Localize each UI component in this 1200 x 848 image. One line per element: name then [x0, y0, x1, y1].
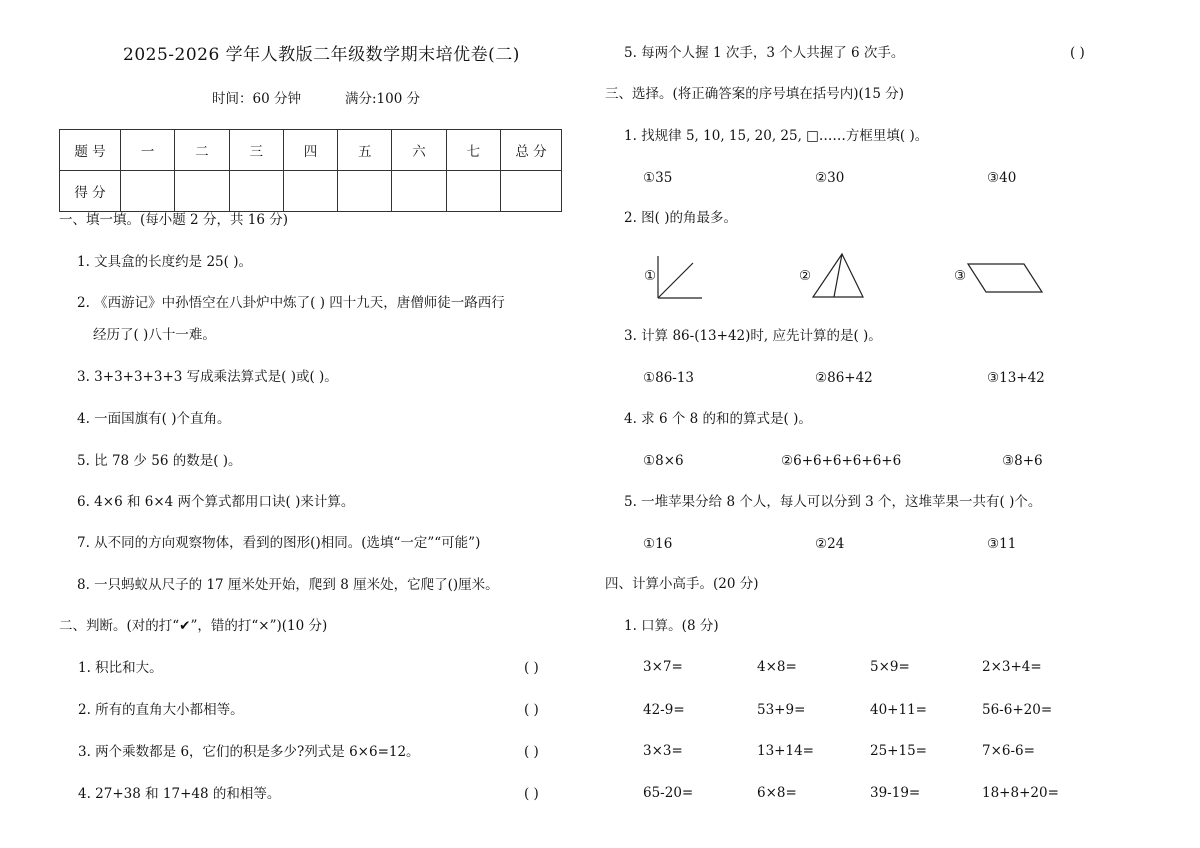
calc-item: 40+11= [870, 702, 927, 718]
full-score: 满分:100 分 [345, 91, 421, 107]
score-input-cell[interactable] [392, 171, 446, 212]
score-table-cell: 二 [175, 130, 229, 171]
calc-item: 5×9= [870, 659, 910, 675]
time-limit: 时间：60 分钟 [212, 91, 301, 107]
question-item: 2. 《西游记》中孙悟空在八卦炉中炼了( ) 四十九天，唐僧师徒一路西行 [77, 295, 505, 311]
calc-item: 3×7= [643, 659, 683, 675]
choice-option[interactable]: ②86+42 [815, 370, 873, 386]
score-table-cell: 题 号 [60, 130, 121, 171]
choice-option[interactable]: ③11 [987, 536, 1017, 552]
judge-item: 2. 所有的直角大小都相等。 [78, 702, 244, 718]
calc-item: 42-9= [643, 702, 685, 718]
angle-figure-icon [656, 256, 706, 302]
calc-item: 25+15= [870, 743, 927, 759]
figure-label: ③ [954, 268, 967, 284]
choice-option[interactable]: ①86-13 [643, 370, 695, 386]
calc-item: 53+9= [757, 702, 806, 718]
score-input-cell[interactable] [121, 171, 175, 212]
section2-heading: 二、判断。(对的打“✔”，错的打“×”)(10 分) [59, 618, 328, 634]
parallelogram-figure-icon [966, 262, 1046, 296]
question-item: 1. 文具盒的长度约是 25( )。 [77, 254, 252, 270]
subsection-heading: 1. 口算。(8 分) [624, 618, 719, 634]
judge-item: 1. 积比和大。 [78, 660, 163, 676]
choice-question: 4. 求 6 个 8 的和的算式是( )。 [624, 411, 812, 427]
triangle-figure-icon [811, 252, 867, 302]
choice-question: 1. 找规律 5, 10, 15, 20, 25, □……方框里填( )。 [624, 128, 929, 144]
calc-item: 56-6+20= [982, 702, 1053, 718]
choice-option[interactable]: ③40 [987, 170, 1017, 186]
question-item: 4. 一面国旗有( )个直角。 [77, 411, 231, 427]
answer-paren[interactable]: ( ) [1070, 45, 1085, 61]
score-table-cell: 一 [121, 130, 175, 171]
answer-paren[interactable]: ( ) [524, 786, 539, 802]
score-input-cell[interactable] [501, 171, 562, 212]
score-table-cell: 三 [229, 130, 283, 171]
calc-item: 2×3+4= [982, 659, 1042, 675]
question-item: 8. 一只蚂蚁从尺子的 17 厘米处开始，爬到 8 厘米处，它爬了()厘米。 [77, 577, 499, 593]
question-item: 5. 比 78 少 56 的数是( )。 [77, 453, 242, 469]
choice-question: 5. 一堆苹果分给 8 个人，每人可以分到 3 个，这堆苹果一共有( )个。 [624, 494, 1042, 510]
score-table-header-row [60, 130, 562, 171]
score-input-cell[interactable] [338, 171, 392, 212]
calc-item: 3×3= [643, 743, 683, 759]
section3-heading: 三、选择。(将正确答案的序号填在括号内)(15 分) [605, 86, 905, 102]
question-item: 6. 4×6 和 6×4 两个算式都用口诀( )来计算。 [77, 494, 355, 510]
answer-paren[interactable]: ( ) [524, 744, 539, 760]
score-table-cell: 七 [446, 130, 500, 171]
figure-label: ① [644, 268, 657, 284]
choice-option[interactable]: ③13+42 [987, 370, 1045, 386]
score-table-cell: 五 [338, 130, 392, 171]
score-table-cell: 总 分 [501, 130, 562, 171]
calc-item: 7×6-6= [982, 743, 1035, 759]
question-item: 3. 3+3+3+3+3 写成乘法算式是( )或( )。 [77, 369, 338, 385]
calc-item: 65-20= [643, 785, 694, 801]
section4-heading: 四、计算小高手。(20 分) [605, 576, 759, 592]
score-table-cell: 六 [392, 130, 446, 171]
judge-item: 5. 每两个人握 1 次手，3 个人共握了 6 次手。 [624, 45, 905, 61]
page-title: 2025-2026 学年人教版二年级数学期末培优卷(二) [123, 45, 520, 65]
calc-item: 13+14= [757, 743, 814, 759]
choice-option[interactable]: ②30 [815, 170, 845, 186]
choice-option[interactable]: ②24 [815, 536, 845, 552]
judge-item: 3. 两个乘数都是 6，它们的积是多少?列式是 6×6=12。 [78, 744, 420, 760]
calc-item: 6×8= [757, 785, 797, 801]
judge-item: 4. 27+38 和 17+48 的和相等。 [78, 786, 281, 802]
choice-question: 3. 计算 86-(13+42)时, 应先计算的是( )。 [624, 328, 882, 344]
choice-question: 2. 图( )的角最多。 [624, 210, 737, 226]
score-table-cell: 得 分 [60, 171, 121, 212]
score-table-cell: 四 [283, 130, 337, 171]
score-input-cell[interactable] [229, 171, 283, 212]
question-item-continued: 经历了( )八十一难。 [93, 327, 216, 343]
choice-option[interactable]: ③8+6 [1002, 453, 1043, 469]
calc-item: 4×8= [757, 659, 797, 675]
question-item: 7. 从不同的方向观察物体，看到的图形()相同。(选填“一定”“可能”) [77, 535, 481, 551]
choice-option[interactable]: ①35 [643, 170, 673, 186]
calc-item: 39-19= [870, 785, 921, 801]
calc-item: 18+8+20= [982, 785, 1059, 801]
choice-option[interactable]: ②6+6+6+6+6+6 [781, 453, 902, 469]
answer-paren[interactable]: ( ) [524, 702, 539, 718]
score-input-cell[interactable] [446, 171, 500, 212]
answer-paren[interactable]: ( ) [524, 660, 539, 676]
score-input-cell[interactable] [175, 171, 229, 212]
score-table-score-row [60, 171, 562, 212]
section1-heading: 一、填一填。(每小题 2 分，共 16 分) [59, 212, 288, 228]
score-table [59, 129, 562, 212]
figure-label: ② [799, 268, 812, 284]
score-input-cell[interactable] [283, 171, 337, 212]
choice-option[interactable]: ①8×6 [643, 453, 684, 469]
choice-option[interactable]: ①16 [643, 536, 673, 552]
